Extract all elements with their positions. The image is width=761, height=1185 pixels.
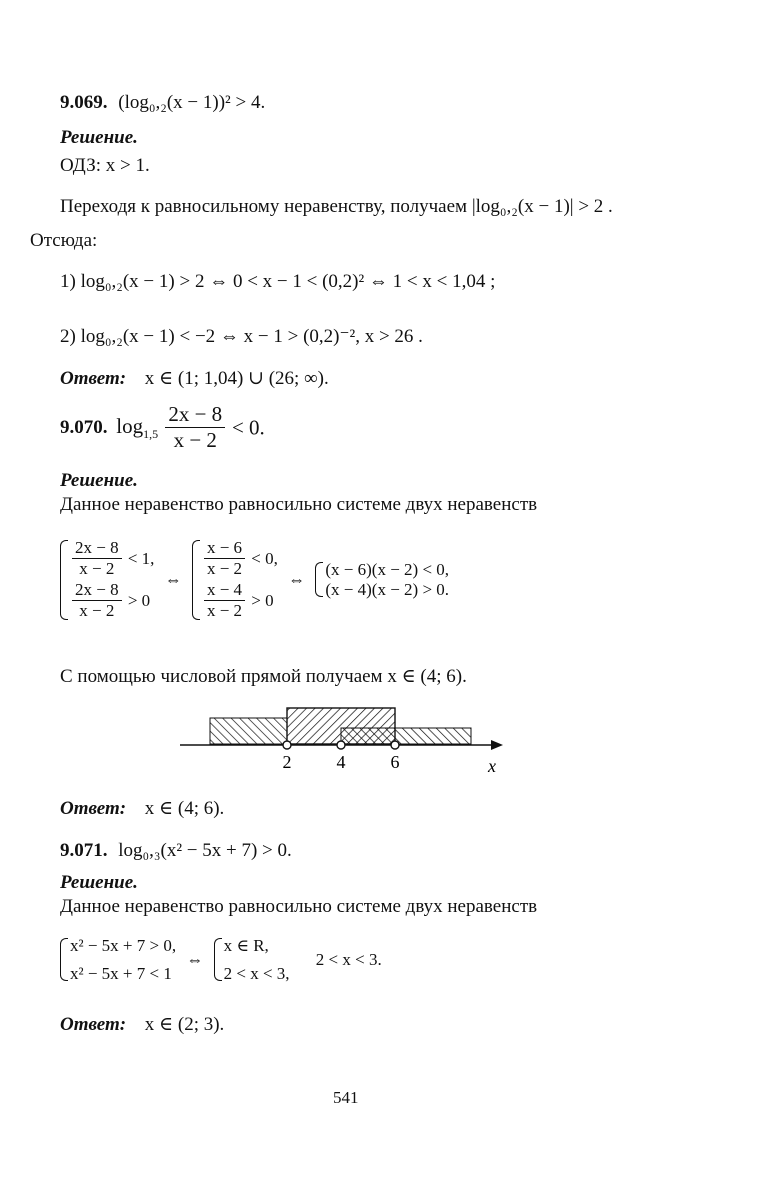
answer-line (60, 798, 224, 820)
problem-9-070-heading (60, 402, 265, 453)
axis-arrow-icon (491, 740, 503, 750)
fraction-denominator: x − 2 (173, 428, 217, 453)
system-row (202, 580, 278, 622)
region-x-less-2 (210, 718, 287, 744)
point-2 (283, 741, 291, 749)
problem-number: 9.071. (60, 840, 108, 861)
point-4 (337, 741, 345, 749)
case-2: 2) log₀,₂(x − 1) < −2 ⇔ x − 1 > (0,2)⁻², x > 26 . (60, 326, 423, 347)
system-intro: Данное неравенство равносильно системе двух неравенств (60, 494, 538, 515)
answer-line (60, 368, 329, 390)
system-1 (60, 936, 176, 983)
tick-label: 6 (390, 752, 400, 772)
point-6 (391, 741, 399, 749)
page-number: 541 (333, 1088, 359, 1107)
case-1: 1) log₀,₂(x − 1) > 2 ⇔ 0 < x − 1 < (0,2)² ⇔ 1 < x < 1,04 ; (60, 271, 496, 292)
answer-value: x ∈ (1; 1,04) ∪ (26; ∞). (144, 368, 329, 389)
system-row: x² − 5x + 7 < 1 (70, 963, 172, 983)
answer-line (60, 1014, 224, 1036)
odz-line: ОДЗ: x > 1. (60, 155, 150, 176)
row-denominator: x − 2 (206, 559, 243, 579)
solution-label: Решение. (60, 470, 138, 491)
problem-number: 9.069. (60, 92, 108, 113)
row-relation: < 1, (127, 549, 155, 569)
row-denominator: x − 2 (206, 601, 243, 621)
row-relation: > 0 (251, 590, 274, 610)
system-row: (x − 6)(x − 2) < 0, (325, 560, 450, 580)
system-row: (x − 4)(x − 2) > 0. (325, 579, 450, 599)
answer-label: Ответ: (60, 1014, 127, 1035)
row-relation: > 0 (127, 590, 151, 610)
transition-line: Переходя к равносильному неравенству, получаем |log₀,₂(x − 1)| > 2 . (60, 196, 613, 217)
answer-label: Ответ: (60, 368, 127, 389)
system-result: 2 < x < 3. (315, 949, 382, 969)
relation: < 0. (231, 415, 265, 440)
system-row (202, 538, 278, 580)
row-numerator: x − 6 (204, 538, 245, 559)
equivalence-sign: ⇔ (288, 570, 306, 589)
equivalence-sign: ⇔ (186, 949, 204, 969)
solution-label: Решение. (60, 872, 138, 893)
system-row (70, 538, 154, 580)
system-row (70, 580, 154, 622)
axis-label: x (488, 756, 496, 776)
hence-line: Отсюда: (30, 230, 98, 251)
row-numerator: 2x − 8 (72, 580, 122, 601)
system-3 (315, 560, 449, 599)
system-2 (214, 936, 290, 983)
numline-text: С помощью числовой прямой получаем x ∈ (4; 6). (60, 666, 467, 687)
system-2 (192, 538, 278, 622)
row-numerator: x − 4 (204, 580, 245, 601)
answer-label: Ответ: (60, 798, 127, 819)
solution-label: Решение. (60, 127, 138, 148)
region-x-greater-4 (341, 728, 471, 744)
row-denominator: x − 2 (79, 601, 115, 621)
log-word: log (116, 413, 144, 438)
system-equivalences (60, 936, 388, 983)
row-relation: < 0, (251, 549, 278, 569)
answer-value: x ∈ (4; 6). (144, 798, 225, 819)
system-1 (60, 538, 154, 622)
system-equivalences (60, 538, 449, 622)
problem-9-069-heading (60, 92, 265, 114)
problem-9-071-heading (60, 840, 292, 862)
tick-label: 2 (282, 752, 292, 772)
system-row: x ∈ R, (223, 936, 269, 955)
main-fraction (165, 402, 225, 453)
row-denominator: x − 2 (79, 559, 115, 579)
system-row: 2 < x < 3, (223, 963, 290, 983)
problem-number: 9.070. (60, 416, 108, 438)
row-numerator: 2x − 8 (72, 538, 122, 559)
log-base: 1,5 (143, 426, 159, 441)
number-line-diagram (170, 700, 515, 780)
tick-label: 4 (336, 752, 346, 772)
answer-value: x ∈ (2; 3). (144, 1014, 225, 1035)
system-intro: Данное неравенство равносильно системе двух неравенств (60, 896, 538, 917)
fraction-numerator: 2x − 8 (165, 402, 225, 428)
system-row: x² − 5x + 7 > 0, (70, 936, 177, 955)
equivalence-sign: ⇔ (164, 570, 182, 589)
problem-statement: log₀,₃(x² − 5x + 7) > 0. (118, 840, 292, 861)
problem-statement: (log₀,₂(x − 1))² > 4. (118, 92, 266, 113)
